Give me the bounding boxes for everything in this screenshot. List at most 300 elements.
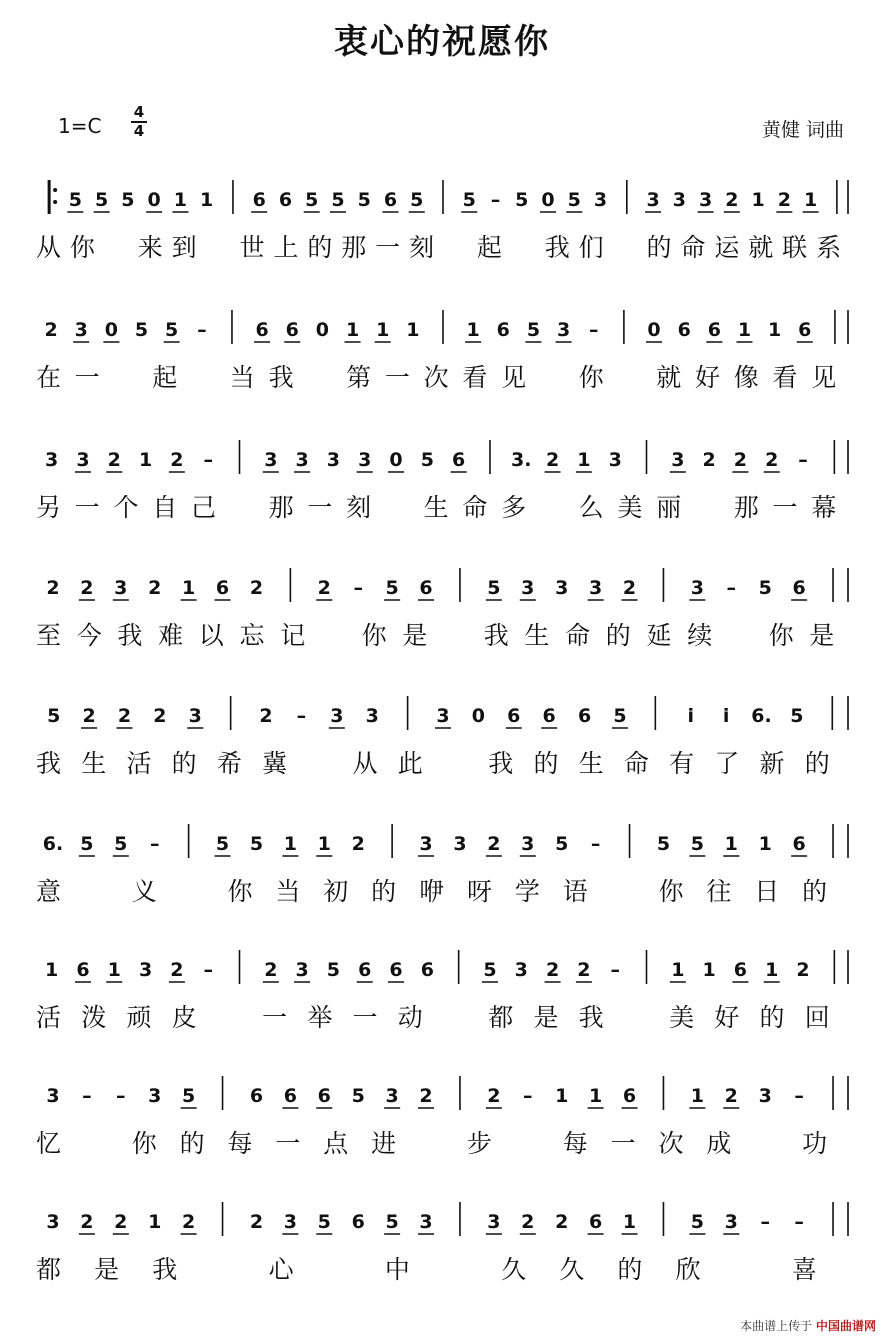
lyric-char: 了 [714, 749, 740, 778]
lyric-char: 幕 [811, 493, 837, 522]
note: 2 [622, 577, 637, 599]
note: 3 [556, 319, 571, 341]
notation-line [36, 690, 850, 734]
note: 2 [80, 1211, 94, 1233]
lyric-char: 那 [733, 493, 759, 522]
meter-bottom: 4 [133, 122, 145, 140]
lyric-char: 刻 [409, 233, 435, 262]
note: 0 [104, 319, 118, 341]
lyric-char: 你 [69, 233, 95, 262]
note: 6 [255, 319, 269, 341]
score-system [36, 160, 850, 280]
note: 6 [249, 1085, 264, 1107]
lyric-char: 欣 [675, 1255, 701, 1284]
note: 1 [724, 833, 738, 855]
lyric-char: 初 [323, 877, 349, 906]
note: 6 [215, 577, 230, 599]
note: – [82, 1085, 92, 1107]
lyric-char: 另 [36, 493, 62, 522]
note: 5 [68, 189, 83, 211]
lyric-char: 喜 [791, 1255, 817, 1284]
lyric-char: 是 [94, 1255, 120, 1284]
lyric-char: 生 [423, 493, 449, 522]
lyric-char: 活 [126, 749, 152, 778]
note: 3 [593, 189, 608, 211]
score-system [36, 1182, 850, 1302]
lyric-char: 从 [36, 233, 62, 262]
note: 3 [358, 449, 372, 471]
note: 3 [487, 1211, 501, 1233]
note: 6 [420, 959, 434, 981]
note: 3 [188, 705, 202, 727]
note: 3 [295, 449, 309, 471]
lyric-char: 步 [466, 1129, 492, 1158]
lyric-char: 泼 [81, 1003, 107, 1032]
notation-line [36, 818, 850, 862]
note: 2 [264, 959, 278, 981]
note: 5 [121, 189, 135, 211]
lyric-char: 新 [759, 749, 785, 778]
lyric-char: 们 [578, 233, 604, 262]
time-signature [130, 104, 148, 140]
lyric-char: 的 [179, 1129, 205, 1158]
lyrics-line [36, 358, 850, 392]
note: 5 [385, 577, 399, 599]
notation-line [36, 944, 850, 988]
note: – [726, 577, 737, 599]
note: 2 [46, 577, 60, 599]
score-system [36, 548, 850, 668]
note: 2 [487, 833, 501, 855]
lyric-char: 学 [514, 877, 540, 906]
note: 3 [264, 449, 278, 471]
note: 6. [42, 833, 64, 855]
note: 1 [589, 1085, 603, 1107]
lyric-char: 你 [361, 621, 387, 650]
note: 1 [702, 959, 716, 981]
note: 6 [358, 959, 372, 981]
note: 3 [365, 705, 379, 727]
lyric-char: 当 [229, 363, 255, 392]
lyric-char: 义 [131, 877, 157, 906]
score-system [36, 676, 850, 796]
note: – [590, 833, 601, 855]
lyric-char: 是 [533, 1003, 559, 1032]
note: 0 [389, 449, 403, 471]
note: 5 [351, 1085, 365, 1107]
note: 3 [295, 959, 309, 981]
note: 6 [283, 1085, 297, 1107]
lyrics-line [36, 228, 850, 262]
note: 1 [406, 319, 420, 341]
lyric-char: 是 [809, 621, 835, 650]
lyric-char: 世 [239, 233, 265, 262]
note: i [722, 705, 730, 727]
note: 1 [173, 189, 188, 211]
note: 1 [622, 1211, 637, 1233]
lyric-char: 中 [384, 1255, 410, 1284]
lyric-char: 延 [646, 621, 672, 650]
lyric-char: 一 [352, 1003, 378, 1032]
lyric-char: 刻 [346, 493, 372, 522]
note: 2 [545, 959, 560, 981]
note: 2 [733, 449, 748, 471]
lyric-char: 的 [605, 621, 631, 650]
lyric-char: 语 [562, 877, 588, 906]
note: 2 [577, 959, 591, 981]
note: 3 [326, 449, 341, 471]
note: – [116, 1085, 126, 1107]
lyric-char: 你 [658, 877, 684, 906]
note: 5 [331, 189, 345, 211]
lyric-char: 就 [656, 363, 682, 392]
lyric-char: 你 [578, 363, 604, 392]
lyric-char: 有 [669, 749, 695, 778]
score-system [36, 930, 850, 1050]
lyric-char: 起 [152, 363, 178, 392]
lyric-char: 当 [275, 877, 301, 906]
lyric-char: 一 [275, 1129, 301, 1158]
note: 3 [589, 577, 603, 599]
note: 0 [471, 705, 486, 727]
lyric-char: 看 [772, 363, 798, 392]
note: 2 [555, 1211, 569, 1233]
note: 6 [285, 319, 299, 341]
lyric-char: 回 [804, 1003, 830, 1032]
note: 3 [148, 1085, 162, 1107]
score-system [36, 290, 850, 410]
lyric-char: 顽 [126, 1003, 152, 1032]
note: 3. [511, 449, 532, 471]
lyric-char: 生 [524, 621, 550, 650]
lyric-char: 记 [280, 621, 306, 650]
lyric-char: 我 [117, 621, 143, 650]
song-title: 衷心的祝愿你 [334, 22, 550, 62]
lyric-char: 我 [578, 1003, 604, 1032]
lyric-char: 一 [772, 493, 798, 522]
note: 3 [453, 833, 467, 855]
note: 0 [541, 189, 555, 211]
note: 1 [671, 959, 685, 981]
footer-brand: 中国曲谱网 [815, 1319, 876, 1333]
note: 5 [215, 833, 230, 855]
lyric-char: 进 [371, 1129, 397, 1158]
note: 5 [790, 705, 804, 727]
note: 2 [117, 705, 132, 727]
notation-line [36, 1070, 850, 1114]
note: 6 [383, 189, 398, 211]
note: 3 [419, 833, 433, 855]
lyrics-line [36, 1250, 850, 1284]
note: 2 [107, 449, 121, 471]
note: 3 [514, 959, 528, 981]
note: 6 [278, 189, 293, 211]
lyric-char: 美 [669, 1003, 695, 1032]
note: 2 [796, 959, 810, 981]
lyric-char: 次 [658, 1129, 684, 1158]
note: 1 [737, 319, 752, 341]
note: 2 [114, 1211, 128, 1233]
note: 1 [751, 189, 765, 211]
note: – [794, 1085, 804, 1107]
note: 3 [698, 189, 713, 211]
note: 3 [385, 1085, 399, 1107]
note: 5 [182, 1085, 196, 1107]
lyric-char: 我 [544, 233, 570, 262]
lyric-char: 日 [754, 877, 780, 906]
lyric-char: 是 [402, 621, 428, 650]
note: – [149, 833, 160, 855]
lyric-char: 多 [501, 493, 527, 522]
lyrics-line [36, 998, 850, 1032]
note: 1 [376, 319, 390, 341]
note: – [523, 1085, 533, 1107]
lyric-char: 看 [462, 363, 488, 392]
lyric-char: 自 [152, 493, 178, 522]
lyric-char: 点 [323, 1129, 349, 1158]
note: 1 [138, 449, 153, 471]
lyric-char: 生 [81, 749, 107, 778]
lyric-char: 就 [748, 233, 774, 262]
lyric-char: 那 [268, 493, 294, 522]
notation-line [36, 562, 850, 606]
note: 2 [259, 705, 273, 727]
note: 1 [765, 959, 779, 981]
note: 6 [317, 1085, 331, 1107]
note: 2 [487, 1085, 501, 1107]
lyric-char: 此 [397, 749, 423, 778]
note: – [798, 449, 808, 471]
lyric-char: 我 [36, 749, 62, 778]
note: 5 [462, 189, 476, 211]
note: 5 [555, 833, 569, 855]
lyric-char: 往 [706, 877, 732, 906]
note: 2 [170, 959, 184, 981]
lyric-char: 至 [36, 621, 62, 650]
note: 3 [672, 189, 686, 211]
footer-text: 本曲谱上传于 [740, 1319, 813, 1333]
lyric-char: 丽 [656, 493, 682, 522]
note: 1 [577, 449, 591, 471]
score-system [36, 420, 850, 540]
note: – [203, 959, 213, 981]
lyric-char: 动 [397, 1003, 423, 1032]
lyric-char: 起 [476, 233, 502, 262]
note: 2 [317, 577, 331, 599]
notation-line [36, 174, 850, 218]
note: 3 [521, 833, 535, 855]
lyric-char: 从 [352, 749, 378, 778]
note: – [197, 319, 207, 341]
note: 2 [249, 577, 264, 599]
note: 5 [305, 189, 319, 211]
note: 6 [792, 833, 806, 855]
lyric-char: 皮 [171, 1003, 197, 1032]
note: 3 [330, 705, 344, 727]
note: 6 [792, 577, 806, 599]
lyric-char: 好 [714, 1003, 740, 1032]
score-system [36, 804, 850, 924]
note: 5 [487, 577, 501, 599]
lyric-char: 好 [694, 363, 720, 392]
note: 2 [82, 705, 96, 727]
note: 5 [410, 189, 424, 211]
lyric-char: 系 [816, 233, 842, 262]
lyric-char: 己 [191, 493, 217, 522]
lyric-char: 你 [131, 1129, 157, 1158]
lyric-char: 我 [268, 363, 294, 392]
lyric-char: 每 [562, 1129, 588, 1158]
lyric-char: 的 [171, 749, 197, 778]
lyric-char: 咿 [419, 877, 445, 906]
note: – [610, 959, 620, 981]
lyric-char: 的 [759, 1003, 785, 1032]
lyric-char: 我 [488, 749, 514, 778]
note: 6 [577, 705, 592, 727]
note: 2 [80, 577, 94, 599]
notation-line [36, 304, 850, 348]
author-credit: 黄健 词曲 [761, 119, 844, 141]
note: 1 [317, 833, 331, 855]
lyric-char: 第 [346, 363, 372, 392]
lyric-char: 的 [617, 1255, 643, 1284]
note: 5 [613, 705, 627, 727]
lyric-char: 的 [802, 877, 828, 906]
note: 3 [608, 449, 622, 471]
lyric-char: 的 [371, 877, 397, 906]
note: 2 [545, 449, 560, 471]
lyric-char: 像 [733, 363, 759, 392]
lyric-char: 今 [76, 621, 102, 650]
note: 6 [677, 319, 691, 341]
lyric-char: 命 [462, 493, 488, 522]
note: 2 [249, 1211, 264, 1233]
note: 3 [74, 319, 88, 341]
note: 5 [165, 319, 179, 341]
lyric-char: 活 [36, 1003, 62, 1032]
note: 1 [803, 189, 818, 211]
note: 6 [389, 959, 403, 981]
note: 2 [521, 1211, 535, 1233]
note: – [588, 319, 599, 341]
lyric-char: 你 [227, 877, 253, 906]
lyric-char: 见 [811, 363, 837, 392]
key-signature: 1=C [58, 114, 102, 138]
note: 2 [148, 577, 162, 599]
note: 1 [45, 959, 59, 981]
note: 3 [283, 1211, 297, 1233]
note: 6 [76, 959, 90, 981]
lyric-char: 都 [36, 1255, 62, 1284]
lyric-char: 一 [384, 363, 410, 392]
note: 3 [521, 577, 535, 599]
note: – [490, 189, 501, 211]
note: 6 [452, 449, 466, 471]
note: 1 [758, 833, 772, 855]
note: 2 [765, 449, 779, 471]
lyric-char: 的 [307, 233, 333, 262]
lyrics-line [36, 872, 850, 906]
note: 2 [44, 319, 58, 341]
note: 3 [419, 1211, 433, 1233]
lyric-char: 每 [227, 1129, 253, 1158]
lyric-char: 一 [262, 1003, 288, 1032]
note: 3 [724, 1211, 738, 1233]
note: 5 [483, 959, 497, 981]
lyric-char: 个 [113, 493, 139, 522]
lyric-char: 命 [623, 749, 649, 778]
lyric-char: 的 [533, 749, 559, 778]
lyric-char: 的 [804, 749, 830, 778]
lyric-char: 一 [74, 363, 100, 392]
note: 5 [515, 189, 529, 211]
note: 6 [542, 705, 556, 727]
note: 2 [170, 449, 184, 471]
lyric-char: 一 [74, 493, 100, 522]
lyric-char: 忘 [239, 621, 265, 650]
note: 1 [345, 319, 360, 341]
note: 1 [148, 1211, 162, 1233]
note: 2 [351, 833, 365, 855]
notation-line [36, 1196, 850, 1240]
lyric-char: 我 [152, 1255, 178, 1284]
note: 1 [466, 319, 480, 341]
note: 2 [182, 1211, 196, 1233]
note: 1 [690, 1085, 704, 1107]
lyric-char: 成 [706, 1129, 732, 1158]
note: 5 [95, 189, 109, 211]
lyric-char: 的 [646, 233, 672, 262]
lyric-char: 那 [341, 233, 367, 262]
note: 6 [496, 319, 510, 341]
note: 1 [555, 1085, 569, 1107]
lyric-char: 一 [375, 233, 401, 262]
lyric-char: 运 [714, 233, 740, 262]
lyrics-line [36, 488, 850, 522]
note: 6 [707, 319, 721, 341]
lyric-char: 次 [423, 363, 449, 392]
lyric-char: 以 [198, 621, 224, 650]
lyric-char: 上 [273, 233, 299, 262]
note: 3 [114, 577, 128, 599]
lyric-char: 命 [680, 233, 706, 262]
lyric-char: 呀 [466, 877, 492, 906]
lyrics-line [36, 1124, 850, 1158]
note: 6 [507, 705, 521, 727]
lyric-char: 联 [782, 233, 808, 262]
lyric-char: 来 [137, 233, 163, 262]
note: 0 [147, 189, 161, 211]
note: 1 [768, 319, 782, 341]
note: – [794, 1211, 804, 1233]
note: 3 [555, 577, 569, 599]
note: 3 [46, 1085, 60, 1107]
lyric-char: 久 [501, 1255, 527, 1284]
note: 6 [798, 319, 812, 341]
lyric-char: 生 [578, 749, 604, 778]
note: 2 [702, 449, 716, 471]
note: 5 [526, 319, 541, 341]
lyrics-line [36, 744, 850, 778]
note: 2 [419, 1085, 433, 1107]
note: 5 [134, 319, 149, 341]
note: 5 [114, 833, 128, 855]
lyric-char: 在 [36, 363, 62, 392]
lyric-char: 冀 [262, 749, 288, 778]
footer-watermark [740, 1317, 876, 1334]
lyric-char: 意 [36, 877, 62, 906]
note: 6 [351, 1211, 365, 1233]
